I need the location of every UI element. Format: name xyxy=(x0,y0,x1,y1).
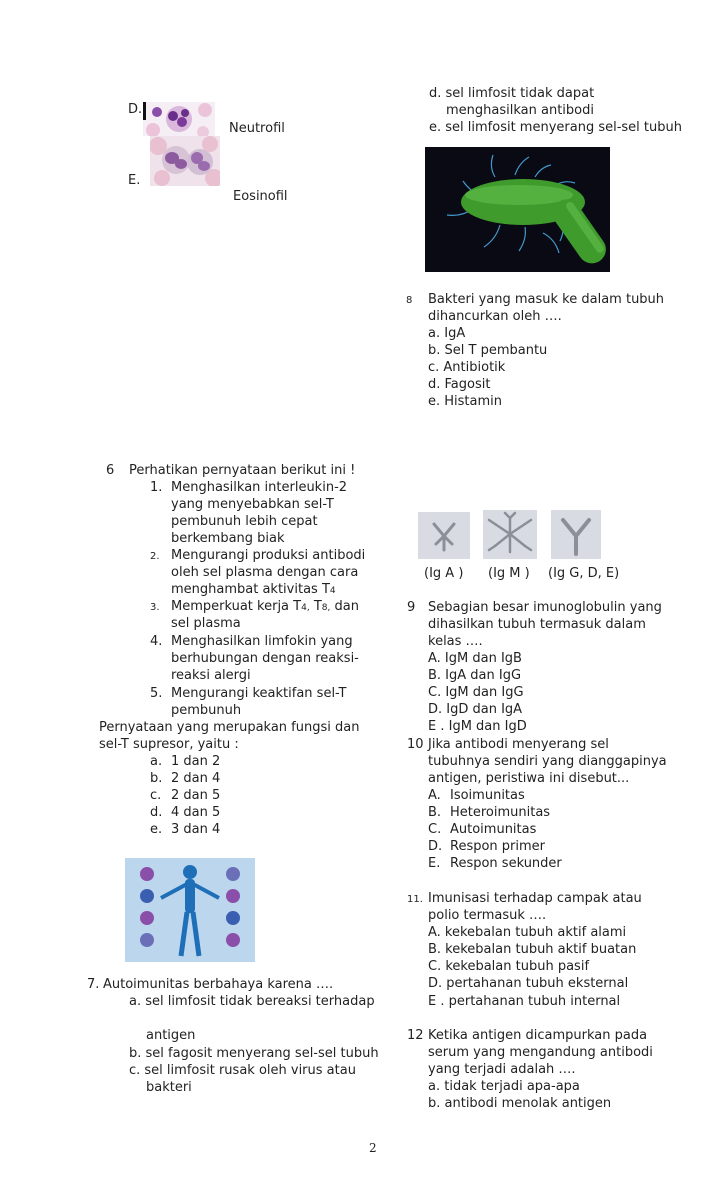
igg-antibody-image xyxy=(551,510,601,559)
q9-number: 9 xyxy=(407,600,416,615)
q6-statement-5-number: 5. xyxy=(150,686,163,701)
q9-stem-line: Sebagian besar imunoglobulin yang xyxy=(428,600,662,615)
q11-option[interactable]: B. kekebalan tubuh aktif buatan xyxy=(428,942,637,957)
q11-option[interactable]: A. kekebalan tubuh aktif alami xyxy=(428,925,627,940)
q9-option[interactable]: B. IgA dan IgG xyxy=(428,668,522,683)
q6-option-letter: e. xyxy=(150,822,163,837)
q12-stem-line: yang terjadi adalah …. xyxy=(428,1062,576,1077)
igm-label: (Ig M ) xyxy=(488,566,530,581)
q10-option-text[interactable]: Respon primer xyxy=(450,839,546,854)
q11-option[interactable]: E . pertahanan tubuh internal xyxy=(428,994,621,1009)
q6-option-text[interactable]: 1 dan 2 xyxy=(171,754,221,769)
immune-system-illustration xyxy=(125,858,255,962)
q6-statement-3-sub-2: 8, xyxy=(321,603,331,613)
q10-option-letter: A. xyxy=(428,788,441,803)
q6-number: 6 xyxy=(106,463,115,478)
iga-label: (Ig A ) xyxy=(424,566,464,581)
q11-stem-line: Imunisasi terhadap campak atau xyxy=(428,891,642,906)
q10-option-text[interactable]: Autoimunitas xyxy=(450,822,537,837)
q9-stem-line: kelas …. xyxy=(428,634,483,649)
q6-statement-4-line: berhubungan dengan reaksi- xyxy=(171,651,359,666)
q10-number: 10 xyxy=(407,737,424,752)
igm-antibody-image xyxy=(483,510,537,559)
q8-option[interactable]: d. Fagosit xyxy=(428,377,491,392)
q10-stem-line: Jika antibodi menyerang sel xyxy=(428,737,609,752)
q8-option[interactable]: a. IgA xyxy=(428,326,466,341)
q10-option-letter: C. xyxy=(428,822,442,837)
q7-option-b[interactable]: b. sel fagosit menyerang sel-sel tubuh xyxy=(129,1046,379,1061)
q6-statement-1-line: yang menyebabkan sel-T xyxy=(171,497,334,512)
q6-option-letter: d. xyxy=(150,805,163,820)
q6-statement-4-line: reaksi alergi xyxy=(171,668,251,683)
q6-statement-5-line: pembunuh xyxy=(171,703,242,718)
q7-option-e[interactable]: e. sel limfosit menyerang sel-sel tubuh xyxy=(429,120,682,135)
q6-statement-1-line: Menghasilkan interleukin-2 xyxy=(171,480,348,495)
q10-stem-line: antigen, peristiwa ini disebut... xyxy=(428,771,630,786)
q11-stem-line: polio termasuk …. xyxy=(428,908,547,923)
q10-option-text[interactable]: Respon sekunder xyxy=(450,856,562,871)
q6-option-text[interactable]: 2 dan 4 xyxy=(171,771,221,786)
q8-stem-line: Bakteri yang masuk ke dalam tubuh xyxy=(428,292,665,307)
q10-option-letter: E. xyxy=(428,856,441,871)
q6-stem: Perhatikan pernyataan berikut ini ! xyxy=(129,463,356,478)
q12-option[interactable]: a. tidak terjadi apa-apa xyxy=(428,1079,580,1094)
q12-number: 12 xyxy=(407,1028,424,1043)
q9-stem-line: dihasilkan tubuh termasuk dalam xyxy=(428,617,646,632)
q6-statement-1-line: pembunuh lebih cepat xyxy=(171,514,318,529)
q12-stem-line: Ketika antigen dicampurkan pada xyxy=(428,1028,648,1043)
q11-option[interactable]: C. kekebalan tubuh pasif xyxy=(428,959,590,974)
q8-number: 8 xyxy=(406,295,413,306)
q11-number: 11. xyxy=(407,894,423,905)
q6-statement-4-number: 4. xyxy=(150,634,163,649)
q7-option-d-continued: menghasilkan antibodi xyxy=(446,103,594,118)
q7-option-a-continued: antigen xyxy=(146,1028,196,1043)
q12-stem-line: serum yang mengandung antibodi xyxy=(428,1045,653,1060)
q10-stem-line: tubuhnya sendiri yang dianggapinya xyxy=(428,754,667,769)
q6-statement-2-line: Mengurangi produksi antibodi xyxy=(171,548,366,563)
q9-option[interactable]: E . IgM dan IgD xyxy=(428,719,527,734)
q6-question-line: Pernyataan yang merupakan fungsi dan xyxy=(99,720,360,735)
q9-option[interactable]: C. IgM dan IgG xyxy=(428,685,524,700)
option-e-label: E. xyxy=(128,173,141,188)
q9-option[interactable]: A. IgM dan IgB xyxy=(428,651,522,666)
q11-option[interactable]: D. pertahanan tubuh eksternal xyxy=(428,976,629,991)
q7-option-d[interactable]: d. sel limfosit tidak dapat xyxy=(429,86,595,101)
q6-option-text[interactable]: 2 dan 5 xyxy=(171,788,221,803)
q6-statement-5-line: Mengurangi keaktifan sel-T xyxy=(171,686,347,701)
q10-option-text[interactable]: Heteroimunitas xyxy=(450,805,551,820)
q6-statement-1-line: berkembang biak xyxy=(171,531,285,546)
q6-statement-3-sub-1: 4, xyxy=(301,603,310,613)
q6-statement-2-line: oleh sel plasma dengan cara xyxy=(171,565,359,580)
neutrophil-micrograph xyxy=(143,102,215,136)
q6-option-letter: c. xyxy=(150,788,162,803)
q8-option[interactable]: e. Histamin xyxy=(428,394,503,409)
q7-option-a[interactable]: a. sel limfosit tidak bereaksi terhadap xyxy=(129,994,375,1009)
q6-option-text[interactable]: 4 dan 5 xyxy=(171,805,221,820)
q8-option[interactable]: c. Antibiotik xyxy=(428,360,506,375)
q10-option-letter: B. xyxy=(428,805,442,820)
option-e-caption: Eosinofil xyxy=(233,189,288,204)
q6-statement-2-line-text: menghambat aktivitas T xyxy=(171,582,330,597)
iga-antibody-image xyxy=(418,512,470,559)
option-d-label: D. xyxy=(128,102,143,117)
q6-statement-3-text-c: dan xyxy=(330,599,359,614)
q12-option[interactable]: b. antibodi menolak antigen xyxy=(428,1096,612,1111)
iggde-label: (Ig G, D, E) xyxy=(548,566,620,581)
q7-stem: Autoimunitas berbahaya karena …. xyxy=(103,977,334,992)
option-d-caption: Neutrofil xyxy=(229,121,285,136)
q7-option-c[interactable]: c. sel limfosit rusak oleh virus atau xyxy=(129,1063,356,1078)
q10-option-letter: D. xyxy=(428,839,443,854)
eosinophil-micrograph xyxy=(150,136,220,186)
q6-statement-3-line: sel plasma xyxy=(171,616,241,631)
bacteria-micrograph xyxy=(425,147,610,272)
q7-option-c-continued: bakteri xyxy=(146,1080,192,1095)
q6-question-line: sel-T supresor, yaitu : xyxy=(99,737,239,752)
q10-option-text[interactable]: Isoimunitas xyxy=(450,788,525,803)
page-number: 2 xyxy=(369,1141,377,1155)
q6-option-letter: b. xyxy=(150,771,163,786)
q6-statement-2-subscript: 4 xyxy=(329,586,336,596)
q6-option-letter: a. xyxy=(150,754,163,769)
q6-statement-2-number: 2. xyxy=(150,551,160,562)
q6-statement-3-number: 3. xyxy=(150,602,160,613)
q8-option[interactable]: b. Sel T pembantu xyxy=(428,343,548,358)
q6-statement-4-line: Menghasilkan limfokin yang xyxy=(171,634,353,649)
q9-option[interactable]: D. IgD dan IgA xyxy=(428,702,523,717)
q6-statement-3-text-a: Memperkuat kerja T xyxy=(171,599,302,614)
q6-statement-3-text-b: T xyxy=(309,599,322,614)
q6-option-text[interactable]: 3 dan 4 xyxy=(171,822,221,837)
q6-statement-1-number: 1. xyxy=(150,480,163,495)
q7-number: 7. xyxy=(87,977,100,992)
q8-stem-line: dihancurkan oleh …. xyxy=(428,309,562,324)
